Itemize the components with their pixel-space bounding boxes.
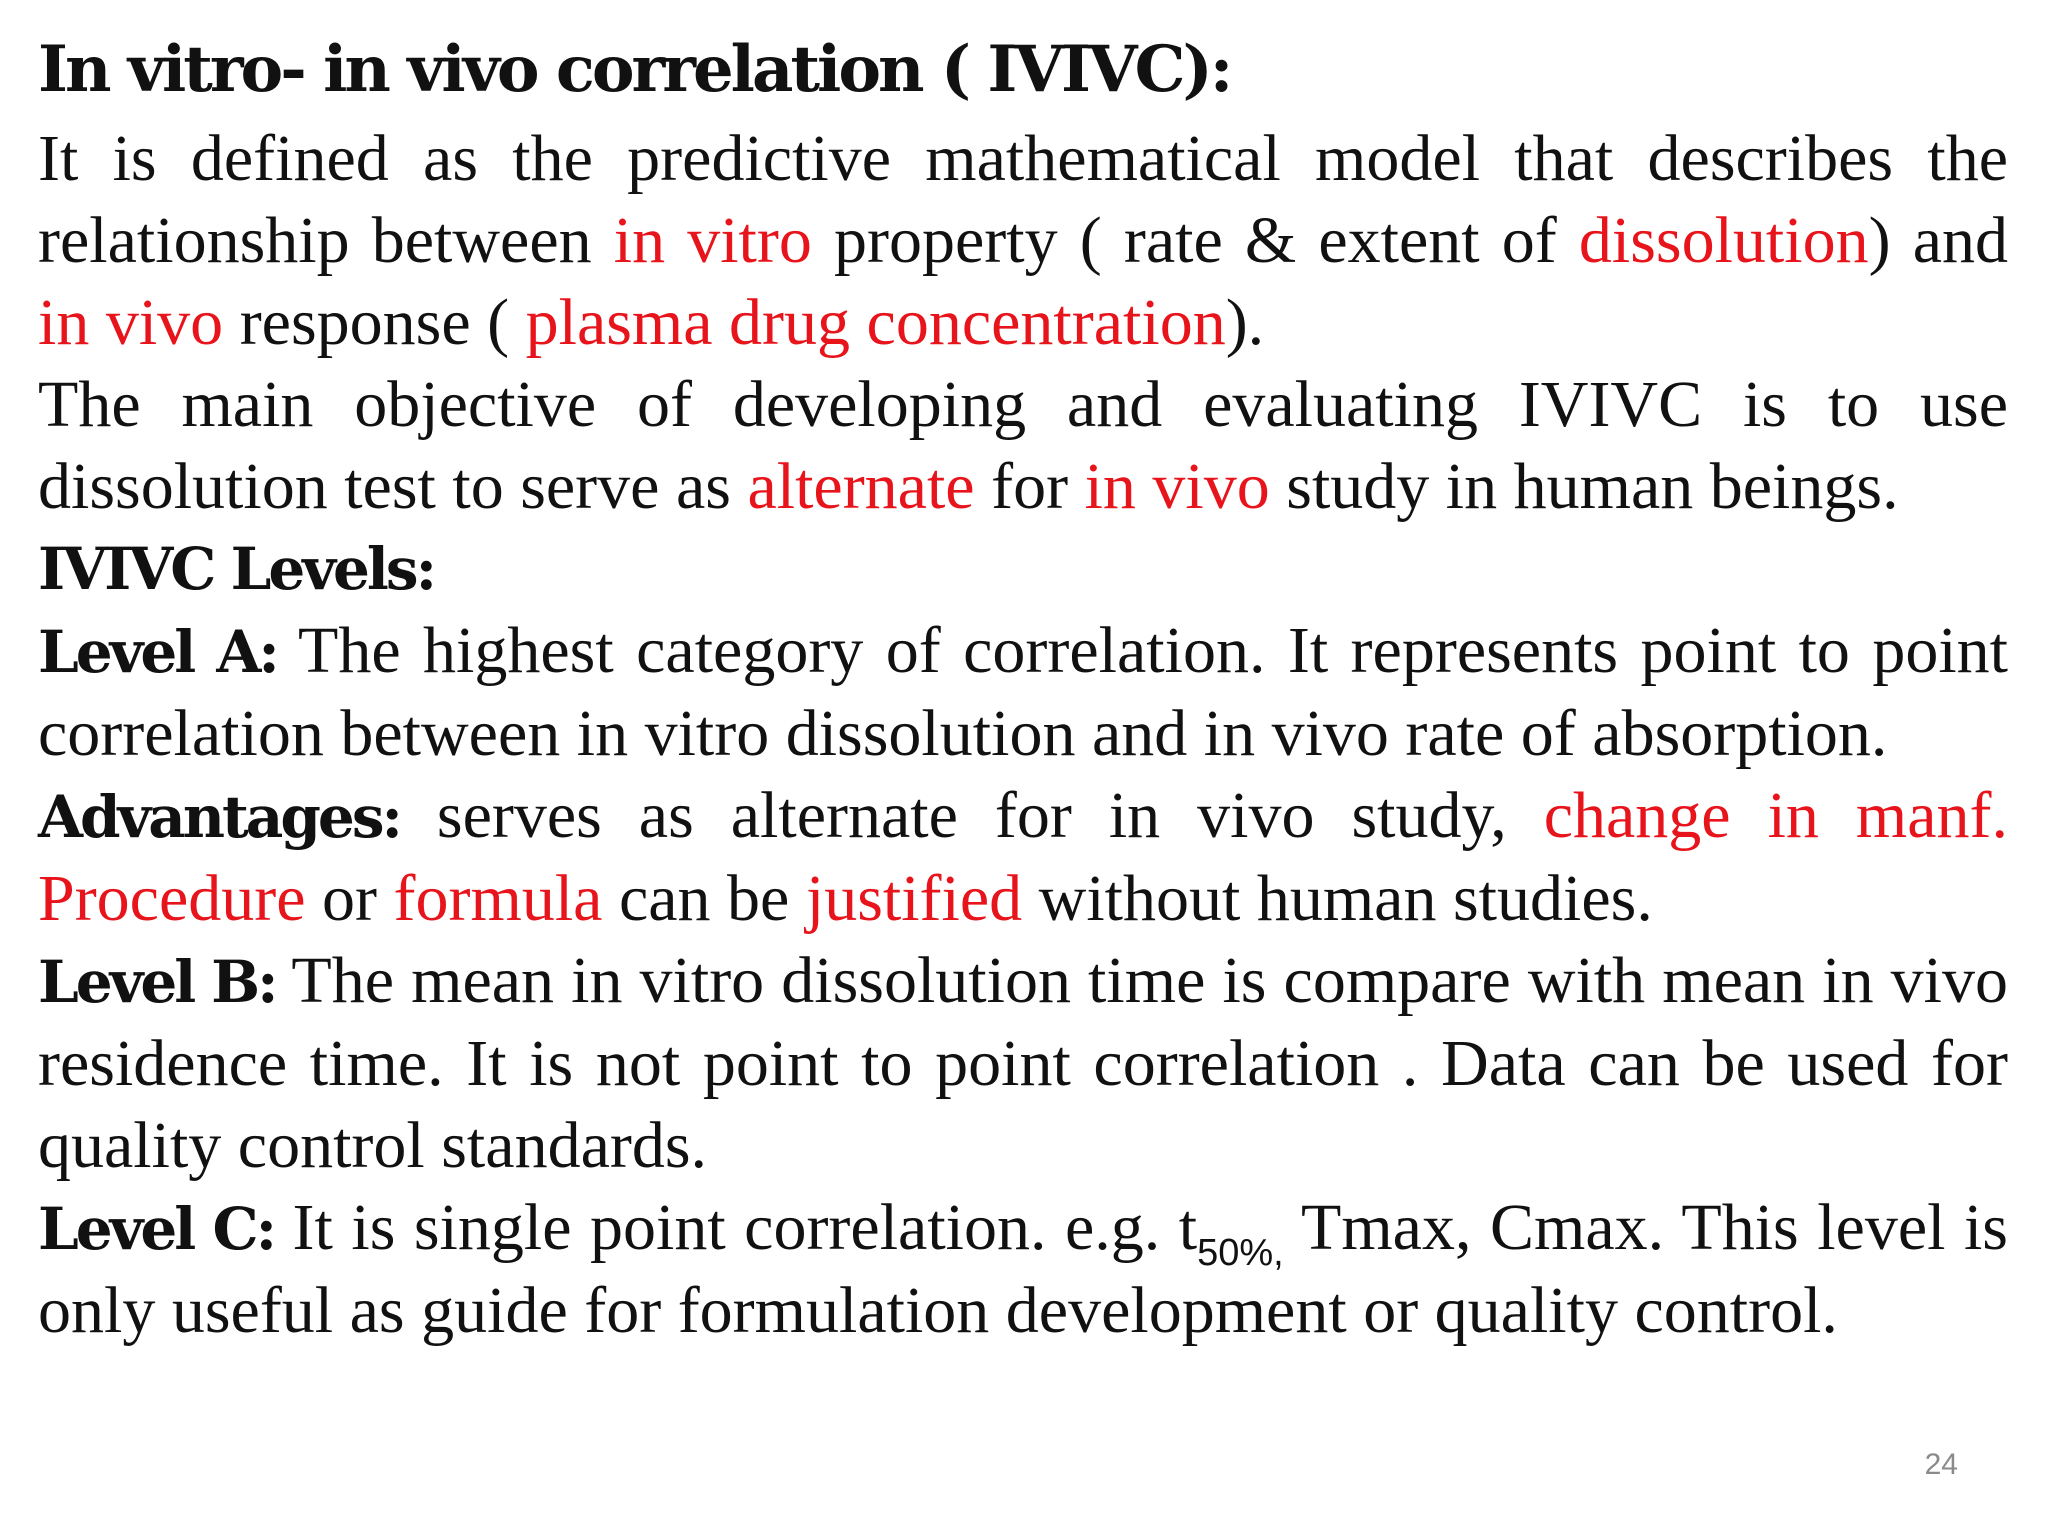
- highlight-change-in-manf: change in manf. Procedure: [38, 779, 2008, 935]
- level-a-label: Level A:: [38, 618, 277, 686]
- slide-title: In vitro- in vivo correlation ( IVIVC):: [38, 32, 1231, 107]
- level-b-paragraph: Level B: The mean in vitro dissolution time is compare with mean in vivo residence time. It is not point to point correlation . Data can be used for quality control standards.: [38, 944, 2008, 1182]
- highlight-justified: justified: [805, 862, 1023, 935]
- highlight-alternate: alternate: [747, 450, 975, 523]
- definition-paragraph: It is defined as the predictive mathematical model that describes the relationship between in vitro property ( rate & extent of dissolution) and in vivo response ( plasma drug concentration).: [38, 122, 2008, 359]
- level-b-label: Level B:: [38, 948, 276, 1016]
- highlight-plasma-drug-concentration: plasma drug concentration: [525, 286, 1226, 359]
- slide-content: [38, 22, 2008, 1352]
- level-c-paragraph: Level C: It is single point correlation. e.g. $t_{50\%,}$ Tmax, Cmax. This level is only useful as guide for formulation development or quality control.: [38, 1191, 2008, 1347]
- level-a-paragraph: Level A: The highest category of correlation. It represents point to point correlation between in vitro dissolution and in vivo rate of absorption.: [38, 614, 2009, 770]
- level-c-label: Level C:: [38, 1195, 275, 1263]
- highlight-in-vitro: in vitro: [613, 204, 812, 277]
- objective-paragraph: The main objective of developing and evaluating IVIVC is to use dissolution test to serve as alternate for in vivo study in human beings.: [38, 368, 2008, 523]
- page-number: 24: [1924, 1448, 1958, 1481]
- highlight-dissolution: dissolution: [1578, 204, 1869, 277]
- t50-subscript: 50%,: [1197, 1232, 1284, 1274]
- highlight-in-vivo-study: in vivo: [1084, 450, 1270, 523]
- advantages-label: Advantages:: [38, 783, 400, 851]
- ivivc-levels-heading: IVIVC Levels:: [38, 535, 434, 603]
- highlight-in-vivo: in vivo: [38, 286, 224, 359]
- highlight-formula: formula: [393, 862, 603, 935]
- advantages-paragraph: Advantages: serves as alternate for in vivo study, change in manf. Procedure or formula can be justified without human studies.: [38, 779, 2008, 935]
